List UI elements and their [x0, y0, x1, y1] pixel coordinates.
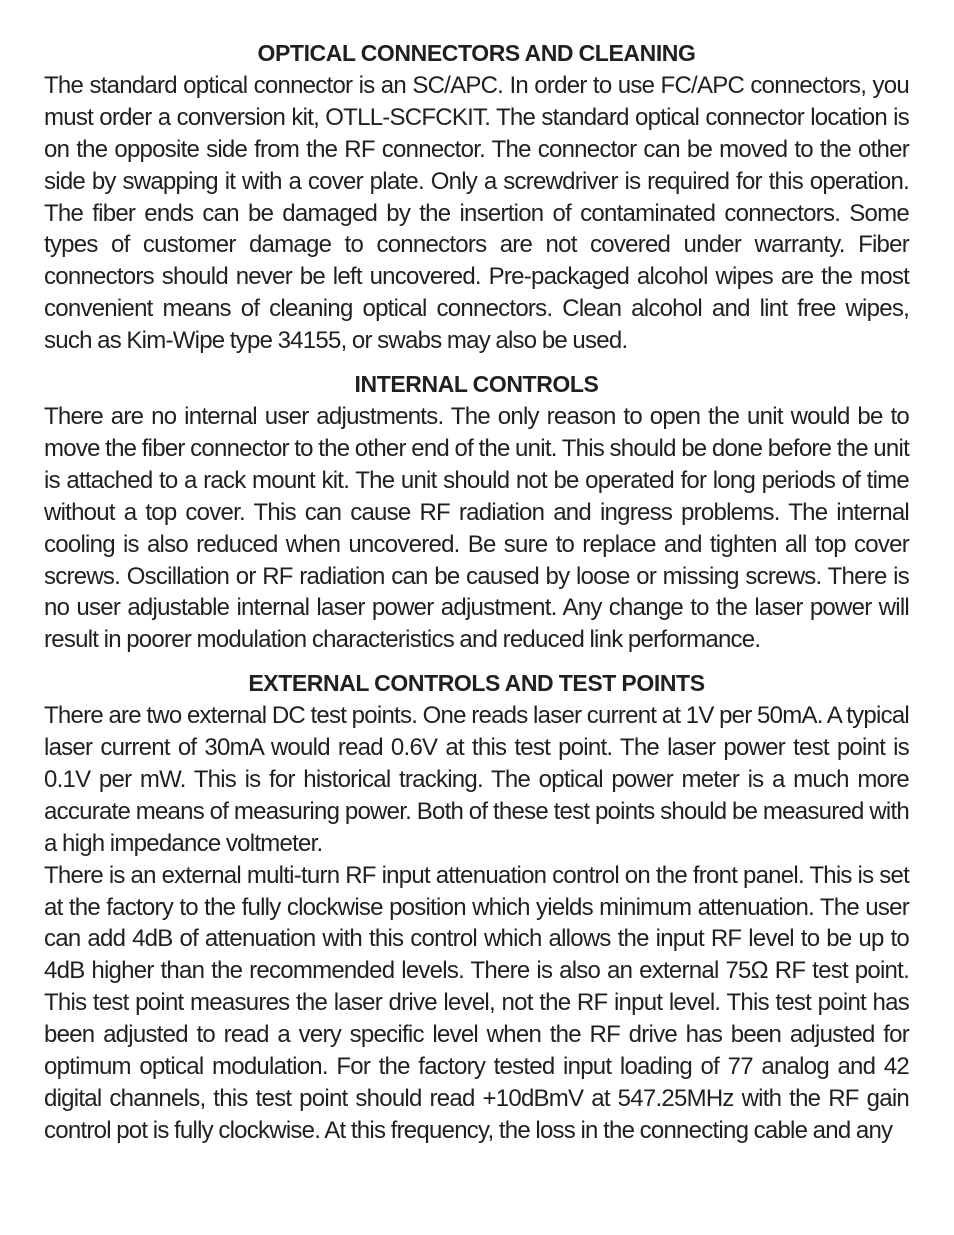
section-heading: EXTERNAL CONTROLS AND TEST POINTS — [248, 670, 705, 697]
section-heading: INTERNAL CONTROLS — [354, 371, 599, 398]
section-paragraph: There is an external multi-turn RF input attenuation control on the front panel. This is set at the factory to the fully clockwise position which yields minimum attenuation. The user can add 4dB of attenuation with this control which allows the input RF level to be up to 4dB higher than the recommended levels. There is also an external 75Ω RF test point. This test point measures the laser drive level, not the RF input level. This test point has been adjusted to read a very specific level when the RF drive has been adjusted for optimum optical modulation. For the factory tested input loading of 77 analog and 42 digital channels, this test point should read +10dBmV at 547.25MHz with the RF gain control pot is fully clockwise. At this frequency, the loss in the connecting cable and any — [44, 861, 909, 1144]
section-paragraph: There are no internal user adjustments. The only reason to open the unit would be to move the fiber connector to the other end of the unit. This should be done before the unit is attached to a rack mount kit. The unit should not be operated for long periods of time without a top cover. This can cause RF radiation and ingress problems. The internal cooling is also reduced when uncovered. Be sure to replace and tighten all top cover screws. Oscillation or RF radiation can be caused by loose or missing screws. There is no user adjustable internal laser power adjustment. Any change to the laser power will result in poorer modulation characteristics and reduced link performance. — [44, 402, 909, 654]
document-page — [44, 38, 909, 1159]
section-paragraph: There are two external DC test points. One reads laser current at 1V per 50mA. A typical laser current of 30mA would read 0.6V at this test point. The laser power test point is 0.1V per mW. This is for historical tracking. The optical power meter is a much more accurate means of measuring power. Both of these test points should be measured with a high impedance voltmeter. — [44, 702, 909, 857]
section-paragraph: The standard optical connector is an SC/APC. In order to use FC/APC connectors, you must order a conversion kit, OTLL-SCFCKIT. The standard optical connector location is on the opposite side from the RF connector. The connector can be moved to the other side by swapping it with a cover plate. Only a screwdriver is required for this operation. The fiber ends can be damaged by the insertion of contaminated connectors. Some types of customer damage to connectors are not covered under warranty. Fiber connectors should never be left uncovered. Pre-packaged alcohol wipes are the most convenient means of cleaning optical connectors. Clean alcohol and lint free wipes, such as Kim-Wipe type 34155, or swabs may also be used. — [44, 71, 909, 355]
section-internal-controls — [44, 369, 909, 656]
section-optical-connectors — [44, 38, 909, 357]
section-heading: OPTICAL CONNECTORS AND CLEANING — [257, 40, 696, 66]
section-external-controls — [44, 668, 909, 1147]
